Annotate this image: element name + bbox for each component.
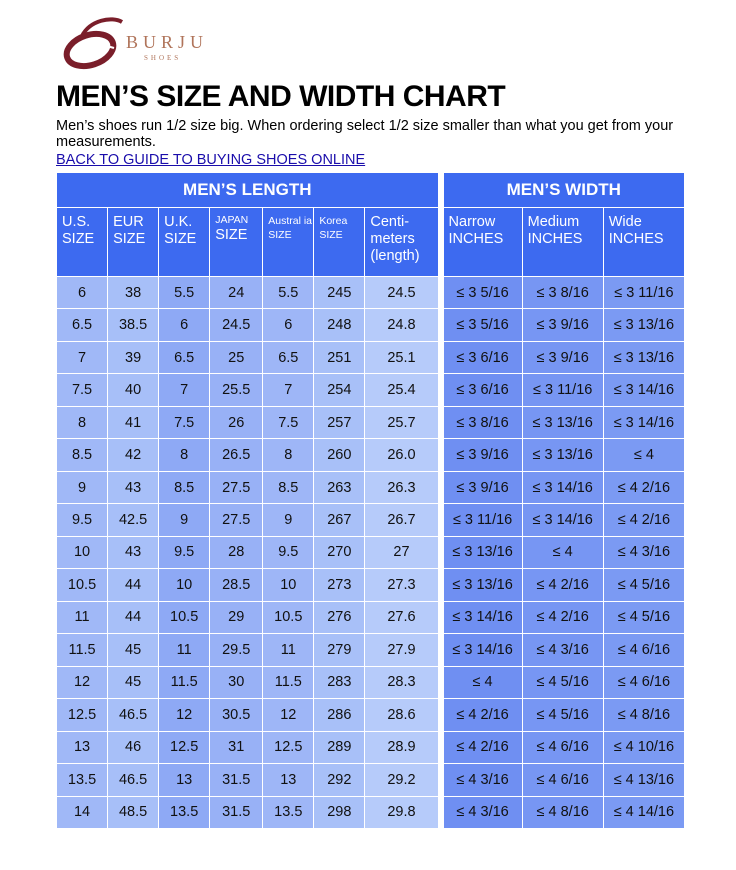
cell-japan-size: 28 [210,537,262,568]
cell-medium-inches: ≤ 3 13/16 [523,407,603,438]
table-row [57,764,684,795]
cell-medium-inches: ≤ 3 14/16 [523,472,603,503]
column-gap [439,173,443,207]
cell-japan-size: 27.5 [210,472,262,503]
cell-centimeters: 29.2 [365,764,437,795]
cell-eur-size: 43 [108,472,158,503]
cell-us-size: 12.5 [57,699,107,730]
cell-us-size: 11.5 [57,634,107,665]
cell-wide-inches: ≤ 4 6/16 [604,634,684,665]
table-row [57,504,684,535]
table-row [57,407,684,438]
cell-medium-inches: ≤ 4 6/16 [523,764,603,795]
table-row [57,699,684,730]
cell-australia-size: 10.5 [263,602,313,633]
cell-us-size: 6 [57,277,107,308]
cell-wide-inches: ≤ 4 5/16 [604,569,684,600]
cell-eur-size: 41 [108,407,158,438]
cell-narrow-inches: ≤ 3 5/16 [444,309,522,340]
column-gap [439,634,443,665]
column-gap [439,504,443,535]
cell-centimeters: 24.5 [365,277,437,308]
column-gap [439,602,443,633]
cell-us-size: 11 [57,602,107,633]
cell-centimeters: 27.3 [365,569,437,600]
column-gap [439,439,443,470]
cell-japan-size: 30 [210,667,262,698]
cell-eur-size: 45 [108,634,158,665]
cell-wide-inches: ≤ 3 13/16 [604,309,684,340]
cell-australia-size: 6.5 [263,342,313,373]
section-mens-length: MEN’S LENGTH [57,173,438,207]
cell-australia-size: 8 [263,439,313,470]
cell-uk-size: 13 [159,764,209,795]
cell-narrow-inches: ≤ 3 14/16 [444,602,522,633]
table-row [57,732,684,763]
cell-us-size: 9.5 [57,504,107,535]
cell-japan-size: 31.5 [210,797,262,829]
cell-uk-size: 7 [159,374,209,405]
column-gap [439,764,443,795]
column-gap [439,309,443,340]
cell-narrow-inches: ≤ 3 6/16 [444,374,522,405]
cell-uk-size: 7.5 [159,407,209,438]
cell-eur-size: 45 [108,667,158,698]
cell-medium-inches: ≤ 4 2/16 [523,569,603,600]
cell-korea-size: 286 [314,699,364,730]
column-gap [439,277,443,308]
cell-eur-size: 42.5 [108,504,158,535]
cell-korea-size: 267 [314,504,364,535]
table-row [57,602,684,633]
cell-wide-inches: ≤ 4 14/16 [604,797,684,829]
cell-japan-size: 25.5 [210,374,262,405]
cell-medium-inches: ≤ 4 5/16 [523,699,603,730]
cell-us-size: 12 [57,667,107,698]
cell-us-size: 7.5 [57,374,107,405]
table-row [57,439,684,470]
cell-australia-size: 12.5 [263,732,313,763]
cell-uk-size: 9 [159,504,209,535]
cell-korea-size: 254 [314,374,364,405]
column-gap [439,407,443,438]
cell-eur-size: 43 [108,537,158,568]
cell-australia-size: 8.5 [263,472,313,503]
table-row [57,342,684,373]
cell-narrow-inches: ≤ 3 6/16 [444,342,522,373]
col-korea-size [314,208,364,276]
cell-australia-size: 5.5 [263,277,313,308]
column-gap [439,537,443,568]
col-japan-size [210,208,262,276]
cell-us-size: 7 [57,342,107,373]
cell-us-size: 13.5 [57,764,107,795]
cell-japan-size: 24.5 [210,309,262,340]
column-gap [439,797,443,829]
cell-centimeters: 26.0 [365,439,437,470]
cell-centimeters: 28.6 [365,699,437,730]
cell-wide-inches: ≤ 3 11/16 [604,277,684,308]
cell-centimeters: 27 [365,537,437,568]
cell-eur-size: 40 [108,374,158,405]
table-row [57,569,684,600]
cell-uk-size: 12.5 [159,732,209,763]
section-mens-width: MEN’S WIDTH [444,173,684,207]
cell-medium-inches: ≤ 4 3/16 [523,634,603,665]
cell-japan-size: 26 [210,407,262,438]
cell-medium-inches: ≤ 4 [523,537,603,568]
cell-narrow-inches: ≤ 3 9/16 [444,472,522,503]
cell-australia-size: 13 [263,764,313,795]
back-to-guide-link[interactable]: BACK TO GUIDE TO BUYING SHOES ONLINE [56,152,366,168]
cell-us-size: 8.5 [57,439,107,470]
cell-medium-inches: ≤ 4 2/16 [523,602,603,633]
cell-wide-inches: ≤ 4 10/16 [604,732,684,763]
cell-wide-inches: ≤ 4 8/16 [604,699,684,730]
cell-us-size: 6.5 [57,309,107,340]
cell-korea-size: 292 [314,764,364,795]
cell-us-size: 10 [57,537,107,568]
cell-eur-size: 46.5 [108,764,158,795]
cell-narrow-inches: ≤ 4 [444,667,522,698]
cell-uk-size: 10.5 [159,602,209,633]
cell-medium-inches: ≤ 3 11/16 [523,374,603,405]
cell-wide-inches: ≤ 4 3/16 [604,537,684,568]
cell-australia-size: 9.5 [263,537,313,568]
cell-medium-inches: ≤ 3 14/16 [523,504,603,535]
table-row [57,472,684,503]
cell-uk-size: 9.5 [159,537,209,568]
cell-centimeters: 26.3 [365,472,437,503]
cell-narrow-inches: ≤ 3 13/16 [444,537,522,568]
cell-medium-inches: ≤ 3 8/16 [523,277,603,308]
cell-narrow-inches: ≤ 4 3/16 [444,764,522,795]
cell-centimeters: 27.6 [365,602,437,633]
cell-australia-size: 6 [263,309,313,340]
column-gap [439,699,443,730]
brand-logo [62,14,232,72]
cell-japan-size: 24 [210,277,262,308]
cell-centimeters: 25.7 [365,407,437,438]
cell-centimeters: 28.9 [365,732,437,763]
cell-eur-size: 46.5 [108,699,158,730]
cell-uk-size: 11 [159,634,209,665]
cell-eur-size: 48.5 [108,797,158,829]
cell-japan-size: 25 [210,342,262,373]
cell-narrow-inches: ≤ 3 8/16 [444,407,522,438]
cell-medium-inches: ≤ 4 6/16 [523,732,603,763]
brand-subtitle: SHOES [144,54,182,62]
cell-wide-inches: ≤ 4 5/16 [604,602,684,633]
cell-japan-size: 27.5 [210,504,262,535]
col-us-size: U.S. SIZE [57,208,107,276]
table-row [57,667,684,698]
cell-korea-size: 260 [314,439,364,470]
table-row [57,797,684,829]
cell-korea-size: 248 [314,309,364,340]
col-korea-size-label: SIZE [319,229,343,241]
cell-uk-size: 8.5 [159,472,209,503]
cell-centimeters: 26.7 [365,504,437,535]
cell-centimeters: 24.8 [365,309,437,340]
table-row [57,309,684,340]
col-wide-inches: Wide INCHES [604,208,684,276]
cell-australia-size: 7.5 [263,407,313,438]
intro-text: Men’s shoes run 1/2 size big. When ordering select 1/2 size smaller than what you get from your measurements. [56,118,674,150]
cell-korea-size: 273 [314,569,364,600]
column-gap [439,667,443,698]
cell-centimeters: 29.8 [365,797,437,829]
cell-uk-size: 6.5 [159,342,209,373]
brand-name: BURJU [126,32,209,52]
cell-uk-size: 11.5 [159,667,209,698]
cell-uk-size: 5.5 [159,277,209,308]
cell-wide-inches: ≤ 4 2/16 [604,504,684,535]
cell-japan-size: 30.5 [210,699,262,730]
col-centimeters: Centi- meters (length) [365,208,437,276]
cell-australia-size: 10 [263,569,313,600]
col-australia-size: Austral ia SIZE [263,208,313,276]
col-uk-size: U.K. SIZE [159,208,209,276]
cell-wide-inches: ≤ 4 2/16 [604,472,684,503]
cell-wide-inches: ≤ 4 13/16 [604,764,684,795]
table-row [57,537,684,568]
cell-uk-size: 12 [159,699,209,730]
cell-japan-size: 29.5 [210,634,262,665]
cell-centimeters: 25.1 [365,342,437,373]
col-narrow-inches: Narrow INCHES [444,208,522,276]
cell-uk-size: 13.5 [159,797,209,829]
size-chart-table [56,172,685,829]
cell-narrow-inches: ≤ 4 2/16 [444,699,522,730]
cell-eur-size: 38.5 [108,309,158,340]
column-gap [439,374,443,405]
cell-korea-size: 257 [314,407,364,438]
cell-centimeters: 28.3 [365,667,437,698]
cell-medium-inches: ≤ 4 8/16 [523,797,603,829]
cell-australia-size: 7 [263,374,313,405]
cell-korea-size: 289 [314,732,364,763]
cell-wide-inches: ≤ 3 13/16 [604,342,684,373]
cell-eur-size: 44 [108,569,158,600]
cell-narrow-inches: ≤ 3 14/16 [444,634,522,665]
cell-korea-size: 263 [314,472,364,503]
cell-centimeters: 27.9 [365,634,437,665]
cell-narrow-inches: ≤ 3 11/16 [444,504,522,535]
cell-uk-size: 8 [159,439,209,470]
cell-medium-inches: ≤ 4 5/16 [523,667,603,698]
cell-eur-size: 46 [108,732,158,763]
cell-wide-inches: ≤ 3 14/16 [604,374,684,405]
col-korea-label: Korea [319,215,348,227]
table-row [57,277,684,308]
column-gap [439,569,443,600]
cell-japan-size: 29 [210,602,262,633]
cell-australia-size: 12 [263,699,313,730]
cell-narrow-inches: ≤ 4 3/16 [444,797,522,829]
table-row [57,634,684,665]
table-row [57,374,684,405]
cell-eur-size: 38 [108,277,158,308]
cell-korea-size: 283 [314,667,364,698]
cell-japan-size: 28.5 [210,569,262,600]
cell-japan-size: 31 [210,732,262,763]
col-japan-label: JAPAN [215,214,249,226]
cell-australia-size: 9 [263,504,313,535]
cell-narrow-inches: ≤ 3 9/16 [444,439,522,470]
cell-uk-size: 6 [159,309,209,340]
cell-australia-size: 13.5 [263,797,313,829]
page-title: MEN’S SIZE AND WIDTH CHART [56,80,506,113]
column-gap [439,208,443,276]
cell-us-size: 14 [57,797,107,829]
cell-us-size: 9 [57,472,107,503]
cell-medium-inches: ≤ 3 9/16 [523,309,603,340]
size-rows [57,277,684,828]
cell-wide-inches: ≤ 4 6/16 [604,667,684,698]
cell-us-size: 8 [57,407,107,438]
cell-us-size: 13 [57,732,107,763]
col-eur-size: EUR SIZE [108,208,158,276]
col-japan-size-label: SIZE [215,227,248,243]
column-gap [439,472,443,503]
cell-japan-size: 26.5 [210,439,262,470]
cell-wide-inches: ≤ 3 14/16 [604,407,684,438]
cell-narrow-inches: ≤ 4 2/16 [444,732,522,763]
cell-wide-inches: ≤ 4 [604,439,684,470]
cell-japan-size: 31.5 [210,764,262,795]
cell-korea-size: 276 [314,602,364,633]
cell-us-size: 10.5 [57,569,107,600]
column-gap [439,732,443,763]
brand-swirl-icon [62,14,132,72]
cell-uk-size: 10 [159,569,209,600]
cell-korea-size: 279 [314,634,364,665]
cell-eur-size: 39 [108,342,158,373]
cell-narrow-inches: ≤ 3 13/16 [444,569,522,600]
col-medium-inches: Medium INCHES [523,208,603,276]
cell-centimeters: 25.4 [365,374,437,405]
cell-korea-size: 245 [314,277,364,308]
cell-eur-size: 42 [108,439,158,470]
cell-australia-size: 11.5 [263,667,313,698]
cell-narrow-inches: ≤ 3 5/16 [444,277,522,308]
cell-medium-inches: ≤ 3 9/16 [523,342,603,373]
cell-korea-size: 270 [314,537,364,568]
cell-eur-size: 44 [108,602,158,633]
cell-korea-size: 251 [314,342,364,373]
cell-korea-size: 298 [314,797,364,829]
cell-medium-inches: ≤ 3 13/16 [523,439,603,470]
cell-australia-size: 11 [263,634,313,665]
column-gap [439,342,443,373]
